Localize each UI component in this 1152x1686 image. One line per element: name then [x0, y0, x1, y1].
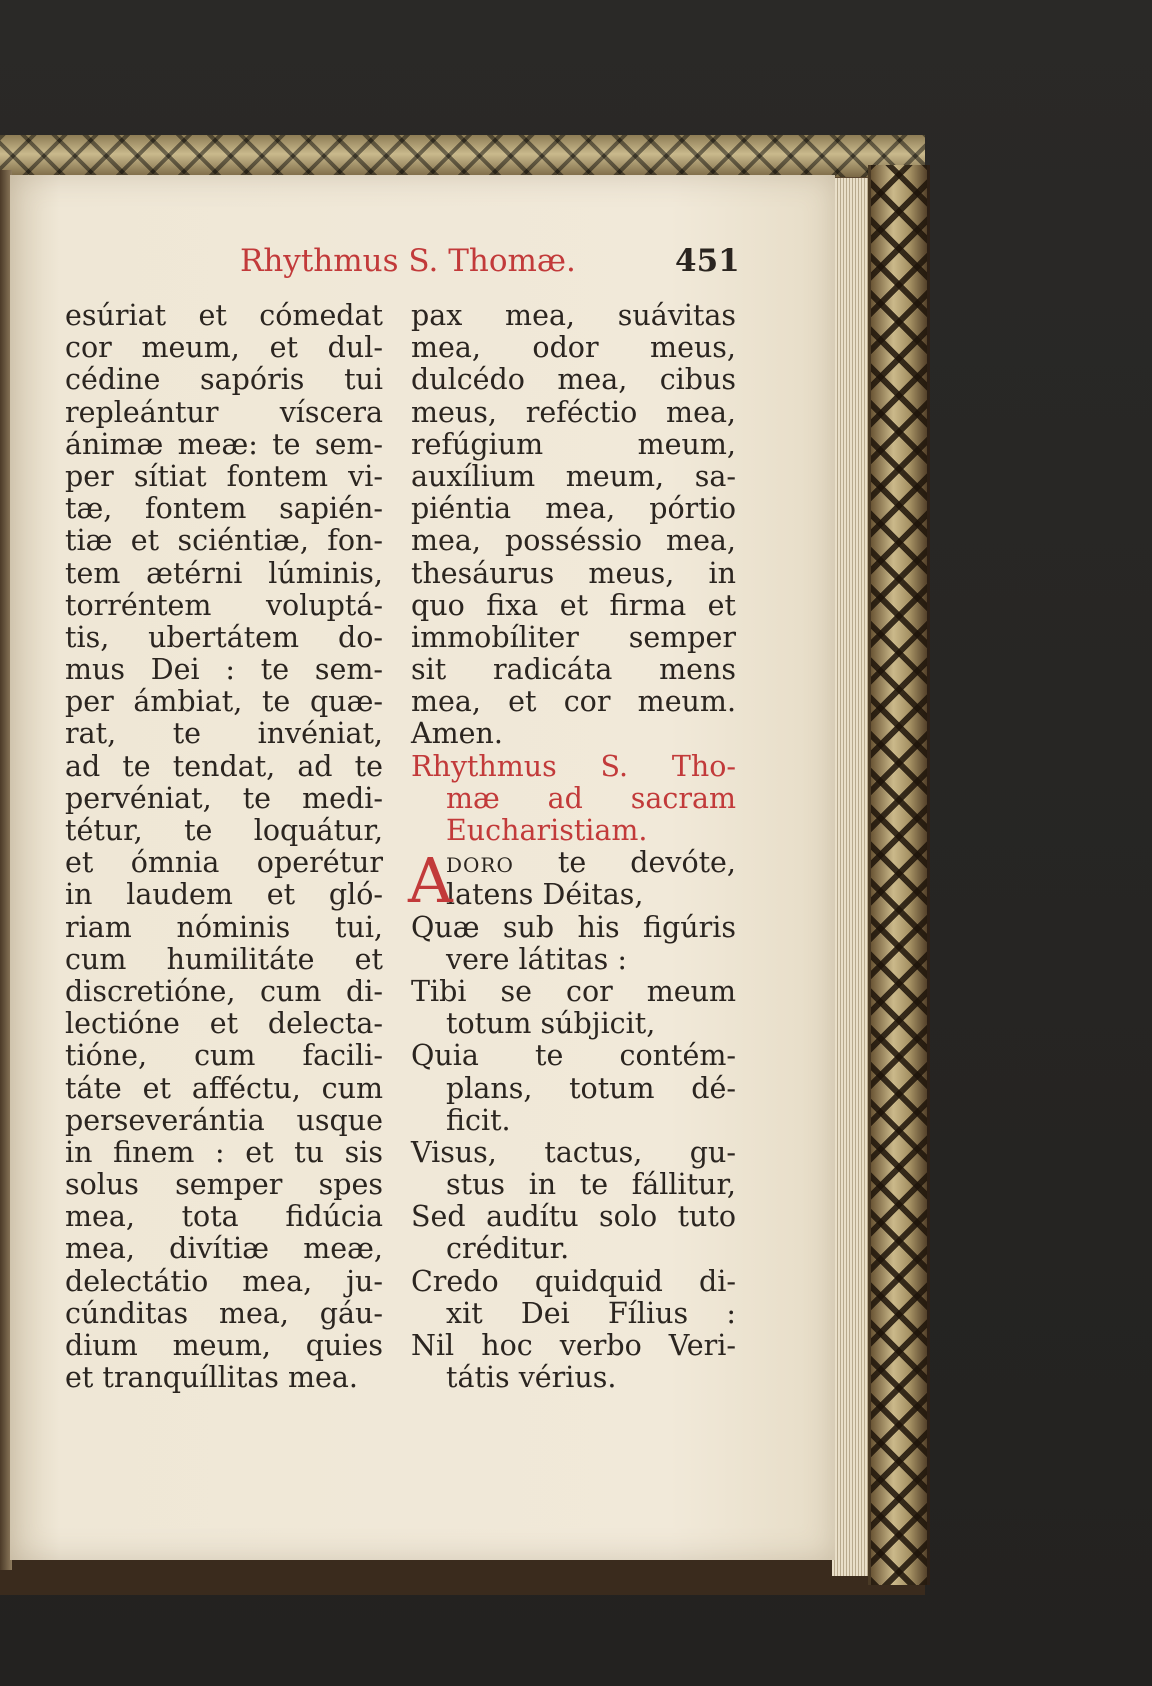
text-line: per sítiat fontem vi- — [65, 459, 383, 493]
hymn-block — [408, 844, 736, 1395]
page-number: 451 — [675, 243, 740, 279]
text-line: et ómnia operétur — [65, 846, 383, 880]
text-line: repleántur víscera — [65, 395, 383, 429]
hymn-line: Visus, tactus, gu- — [411, 1135, 736, 1169]
text-line: ánimæ meæ: te sem- — [65, 427, 383, 461]
text-line: táte et afféctu, cum — [65, 1071, 383, 1105]
hymn-line: Credo quidquid di- — [411, 1264, 736, 1298]
text-line: quo fixa et firma et — [411, 588, 736, 622]
prose-block — [411, 300, 736, 751]
text-line: tem ætérni lúminis, — [65, 556, 383, 590]
hymn-line: xit Dei Fílius : — [446, 1296, 736, 1330]
text-line: cor meum, et dul- — [65, 331, 383, 365]
hymn-line: totum súbjicit, — [446, 1007, 656, 1041]
hymn-line: plans, totum dé- — [446, 1071, 736, 1105]
text-line: thesáurus meus, in — [411, 556, 736, 590]
text-line: auxílium meum, sa- — [411, 459, 736, 493]
text-line: ad te tendat, ad te — [65, 749, 383, 783]
left-column — [65, 300, 383, 1394]
hymn-line: Sed audítu solo tuto — [411, 1200, 736, 1234]
text-line: tis, ubertátem do- — [65, 620, 383, 654]
text-line: rat, te invéniat, — [65, 717, 383, 751]
running-title: Rhythmus S. Thomæ. — [240, 243, 576, 279]
text-line: meus, reféctio mea, — [411, 395, 736, 429]
hymn-line: Nil hoc verbo Veri- — [411, 1329, 736, 1362]
hymn-line: Tibi se cor meum — [411, 974, 736, 1008]
text-line: cum humilitáte et — [65, 942, 383, 976]
hymn-first-line-rest: te devóte, — [557, 846, 736, 880]
text-line: refúgium meum, — [411, 427, 736, 461]
right-column — [408, 299, 736, 1395]
text-line: mea, posséssio mea, — [411, 524, 736, 558]
text-line: mea, divítiæ meæ, — [65, 1232, 383, 1266]
hymn-line: stus in te fállitur, — [446, 1168, 736, 1202]
text-line: et tranquíllitas mea. — [65, 1361, 358, 1395]
section-heading — [411, 751, 736, 848]
text-line: mus Dei : te sem- — [65, 653, 383, 687]
heading-line: Rhythmus S. Tho- — [411, 749, 736, 783]
hymn-line: ficit. — [446, 1103, 511, 1137]
text-line: perseverántia usque — [65, 1103, 383, 1137]
text-line: mea, et cor meum. — [411, 685, 736, 719]
text-line: tióne, cum facili- — [65, 1039, 383, 1073]
text-line: cédine sapóris tui — [65, 363, 383, 397]
text-line: tiæ et sciéntiæ, fon- — [65, 524, 383, 558]
heading-line: Eucharistiam. — [446, 814, 648, 847]
text-line: tétur, te loquátur, — [65, 814, 383, 847]
hymn-line: créditur. — [446, 1232, 570, 1266]
hymn-lines — [411, 879, 736, 1394]
hymn-line: vere látitas : — [446, 942, 627, 976]
text-line: dulcédo mea, cibus — [411, 363, 736, 397]
text-line: lectióne et delecta- — [65, 1007, 383, 1041]
text-line: piéntia mea, pórtio — [411, 492, 736, 526]
text-line: riam nóminis tui, — [65, 910, 383, 944]
text-line: cúnditas mea, gáu- — [65, 1296, 383, 1330]
text-line: mea, tota fidúcia — [65, 1200, 383, 1234]
text-line: per ámbiat, te quæ- — [65, 685, 383, 719]
text-line: in finem : et tu sis — [65, 1135, 383, 1169]
text-line: Amen. — [411, 717, 503, 751]
hymn-line: Quæ sub his figúris — [411, 910, 736, 944]
text-line: immobíliter semper — [411, 620, 736, 654]
gilt-fore-edge — [868, 165, 930, 1585]
hymn-first-word-rest: doro — [446, 846, 514, 880]
text-line: solus semper spes — [65, 1168, 383, 1202]
text-line: mea, odor meus, — [411, 331, 736, 365]
text-line: dium meum, quies — [65, 1329, 383, 1362]
text-line: pax mea, suávitas — [411, 299, 736, 332]
text-line: sit radicáta mens — [411, 653, 736, 687]
hymn-line: tátis vérius. — [446, 1361, 617, 1395]
text-line: esúriat et cómedat — [65, 299, 383, 332]
text-line: tæ, fontem sapién- — [65, 492, 383, 526]
drop-cap: A — [408, 844, 453, 918]
hymn-line: latens Déitas, — [446, 878, 644, 912]
text-line: discretióne, cum di- — [65, 974, 383, 1008]
gilt-head-edge — [0, 135, 925, 179]
page-stack — [832, 178, 868, 1576]
heading-line: mæ ad sacram — [446, 781, 736, 815]
text-line: in laudem et gló- — [65, 878, 383, 912]
text-line: delectátio mea, ju- — [65, 1264, 383, 1298]
hymn-line: Quia te contém- — [411, 1039, 736, 1073]
text-line: pervéniat, te medi- — [65, 781, 383, 815]
text-line: torréntem voluptá- — [65, 588, 383, 622]
